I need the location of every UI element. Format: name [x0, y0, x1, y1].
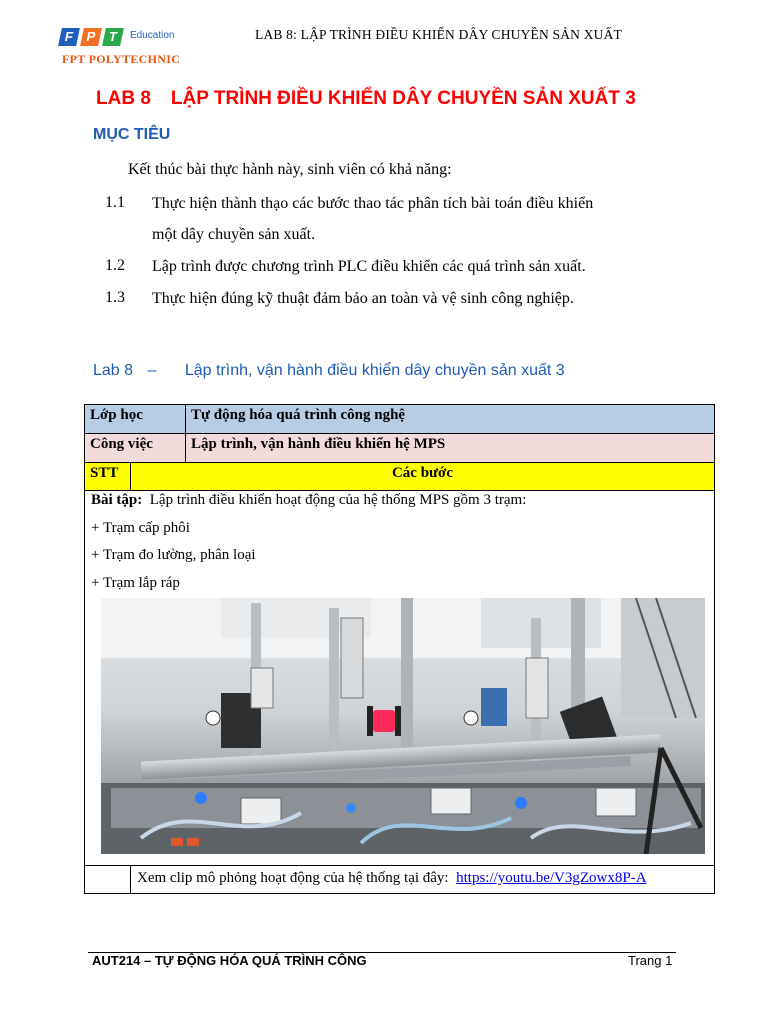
logo-letter-f: F	[58, 28, 80, 46]
task-text: Lập trình điều khiển hoạt động của hệ thống MPS gồm 3 trạm:	[149, 492, 527, 508]
steps-header: Các bước	[391, 465, 454, 481]
objective-line: Thực hiện thành thạo các bước thao tác phân tích bài toán điều khiển	[152, 195, 594, 212]
station-item: + Trạm cấp phôi	[91, 520, 190, 536]
intro-text: Kết thúc bài thực hành này, sinh viên có khả năng:	[128, 161, 452, 178]
job-value: Lập trình, vận hành điều khiển hệ MPS	[191, 436, 446, 452]
class-label: Lớp học	[90, 407, 143, 423]
objective-text: Thực hiện đúng kỹ thuật đảm bảo an toàn và vệ sinh công nghiệp.	[152, 290, 574, 307]
objective-number: 1.2	[105, 257, 125, 274]
section-heading: MỤC TIÊU	[93, 126, 171, 143]
logo-letter-t: T	[102, 28, 124, 46]
footer-page-number: Trang 1	[628, 953, 673, 968]
fpt-polytechnic-logo	[60, 26, 200, 72]
running-header: LAB 8: LẬP TRÌNH ĐIỀU KHIỂN DÂY CHUYỀN SẢN XUẤT	[255, 27, 623, 42]
lab-sub-title: Lập trình, vận hành điều khiển dây chuyền sản xuất 3	[184, 362, 565, 379]
clip-row	[85, 865, 714, 894]
clip-caption	[137, 870, 647, 887]
lab-title-text: LẬP TRÌNH ĐIỀU KHIỂN DÂY CHUYỀN SẢN XUẤT 3	[170, 88, 636, 109]
logo-education-text: Education	[130, 30, 175, 41]
station-item: + Trạm lắp ráp	[91, 575, 180, 591]
task-label: Bài tập:	[91, 492, 143, 508]
youtube-link[interactable]: https://youtu.be/V3gZowx8P-A	[456, 870, 647, 886]
station-item: + Trạm đo lường, phân loại	[91, 547, 256, 563]
lab-sub-label: Lab 8	[93, 362, 134, 379]
fpt-logo-icon	[60, 28, 126, 46]
clip-text: Xem clip mô phỏng hoạt động của hệ thống tại đây:	[137, 870, 449, 886]
logo-polytechnic-text: FPT POLYTECHNIC	[62, 52, 181, 66]
class-value: Tự động hóa quá trình công nghệ	[191, 407, 406, 423]
lab-title	[96, 88, 636, 110]
lab-subtitle	[93, 362, 565, 380]
job-label: Công việc	[90, 436, 153, 452]
lab-sub-dash: –	[147, 362, 157, 379]
job-row	[85, 434, 714, 463]
class-row	[85, 405, 714, 434]
objective-line: một dây chuyền sản xuất.	[152, 226, 316, 243]
logo-letter-p: P	[80, 28, 102, 46]
objective-text	[152, 188, 672, 250]
objective-number: 1.1	[105, 194, 125, 211]
lab-label: LAB 8	[96, 88, 151, 109]
lab-table	[84, 404, 715, 894]
task-content	[85, 491, 714, 865]
footer-course: AUT214 – TỰ ĐỘNG HÓA QUÁ TRÌNH CÔNG	[92, 953, 367, 968]
mps-system-photo	[101, 598, 705, 854]
stt-header: STT	[90, 465, 119, 481]
steps-header-row	[85, 463, 714, 491]
task-description	[91, 492, 526, 509]
objective-number: 1.3	[105, 289, 125, 306]
objective-text: Lập trình được chương trình PLC điều khiển các quá trình sản xuất.	[152, 258, 586, 275]
